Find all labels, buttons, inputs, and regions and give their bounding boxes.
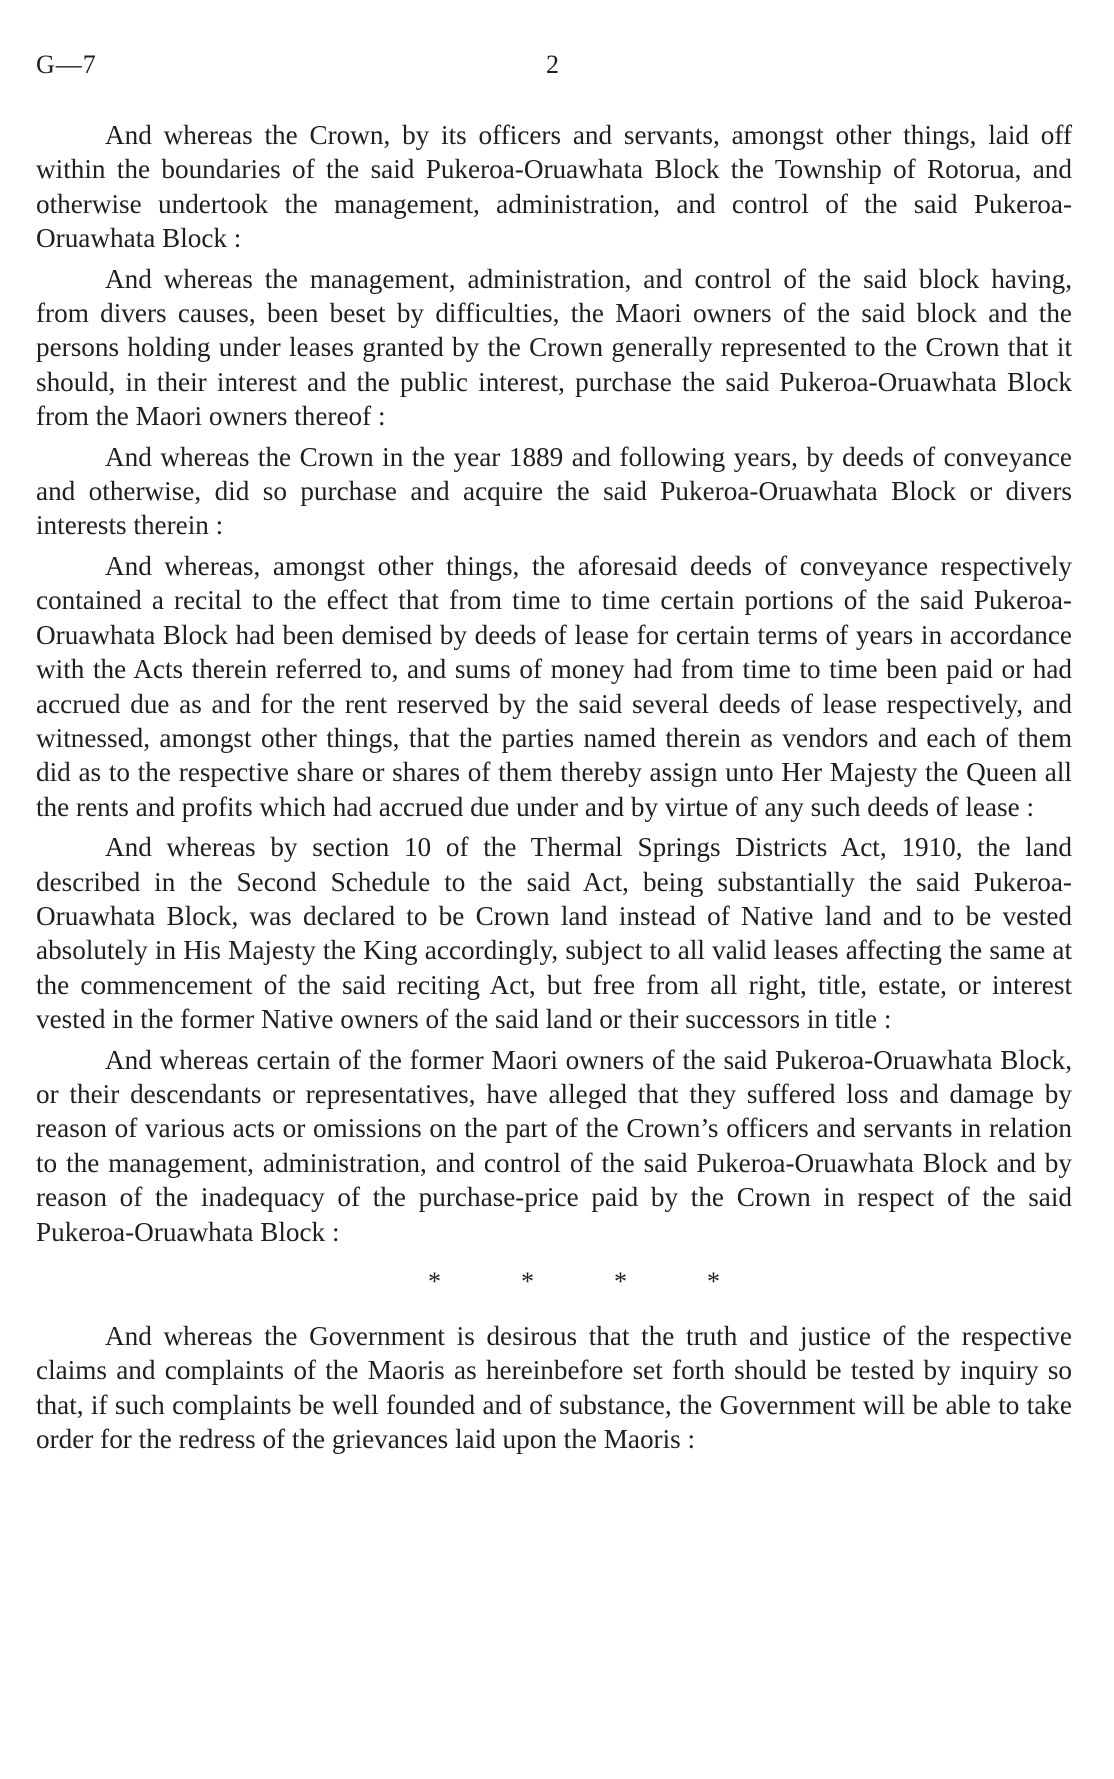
paragraph-government-inquiry: And whereas the Government is desirous that the truth and justice of the respective claims and complaints of the Maoris as hereinbefore set forth should be tested by inquiry so that, if such complaints be well founded and of substance, the Government will be able to take order for the redress of the grievances laid upon the Maoris : (36, 1321, 1072, 1455)
separator-asterisk: * (428, 1267, 441, 1296)
paragraph-purchase-1889: And whereas the Crown in the year 1889 and following years, by deeds of conveyance and otherwise, did so purchase and acquire the said Pukeroa-Oruawhata Block or divers interests therein : (36, 441, 1072, 541)
paragraph-alleged-loss: And whereas certain of the former Maori owners of the said Pukeroa-Oruawhata Block, or their descendants or representatives, have alleged that they suffered loss and damage by reason of various acts or omissions on the part of the Crown’s officers and servants in relation to the management, administration, and control of the said Pukeroa-Oruawhata Block and by reason of the inadequacy of the purchase-price paid by the Crown in respect of the said Pukeroa-Oruawhata Block : (36, 1044, 1072, 1247)
paragraph-deeds-of-conveyance: And whereas, amongst other things, the aforesaid deeds of conveyance respectively contained a recital to the effect that from time to time certain portions of the said Pukeroa-Oruawhata Block had been demised by deeds of lease for certain terms of years in accordance with the Acts therein referred to, and sums of money had from time to time been paid or had accrued due as and for the rent reserved by the said several deeds of lease respectively, and witnessed, amongst other things, that the parties named therein as vendors and each of them did as to the respective share or shares of them thereby assign unto Her Majesty the Queen all the rents and profits which had accrued due under and by virtue of any such deeds of lease : (36, 550, 1072, 822)
separator-asterisk: * (707, 1267, 720, 1296)
paragraph-thermal-springs-act: And whereas by section 10 of the Thermal Springs Districts Act, 1910, the land described in the Second Schedule to the said Act, being substantially the said Pukeroa-Oruawhata Block, was declared to be Crown land instead of Native land and to be vested absolutely in His Majesty the King accordingly, subject to all valid leases affecting the same at the commencement of the said reciting Act, but free from all right, title, estate, or interest vested in the former Native owners of the said land or their successors in title : (36, 832, 1072, 1035)
page-number: 2 (546, 50, 559, 79)
document-reference: G—7 (36, 50, 97, 79)
document-body (36, 118, 1072, 1463)
separator-asterisk: * (521, 1267, 534, 1296)
paragraph-crown-township: And whereas the Crown, by its officers and servants, amongst other things, laid off within the boundaries of the said Pukeroa-Oruawhata Block the Township of Rotorua, and otherwise undertook the management, administration, and control of the said Pukeroa-Oruawhata Block : (36, 120, 1072, 254)
paragraph-management-difficulties: And whereas the management, administration, and control of the said block having, from divers causes, been beset by difficulties, the Maori owners of the said block and the persons holding under leases granted by the Crown generally represented to the Crown that it should, in their interest and the public interest, purchase the said Pukeroa-Oruawhata Block from the Maori owners thereof : (36, 263, 1072, 432)
page-header (36, 50, 1076, 90)
separator-asterisk: * (614, 1267, 627, 1296)
section-separator (36, 1267, 1072, 1297)
